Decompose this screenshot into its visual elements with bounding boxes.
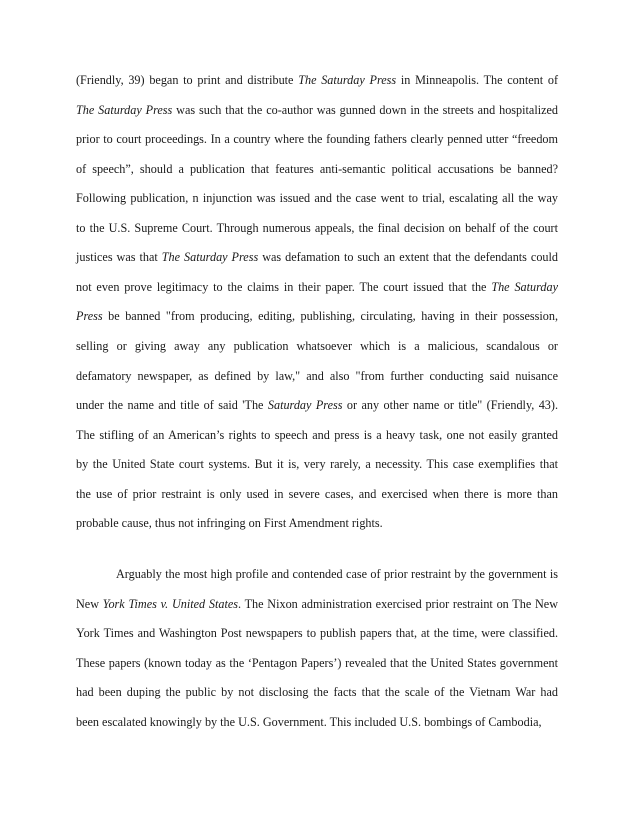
- text-run: These papers (known today as the ‘Pentagon Papers’) revealed that the United States government: [76, 655, 558, 670]
- text-line: [76, 655, 558, 671]
- text-line: [76, 368, 558, 384]
- text-line: [76, 249, 558, 265]
- text-run: Arguably the most high profile and contended case of prior restraint by the government is: [116, 567, 558, 581]
- text-run: of speech”, should a publication that features anti-semantic political accusations be banned?: [76, 161, 558, 176]
- text-line: [76, 220, 558, 236]
- text-line: [76, 131, 558, 147]
- text-line: [76, 427, 558, 443]
- text-run: . The Nixon administration exercised prior restraint on The New: [238, 596, 559, 611]
- italic-title: The Saturday Press: [161, 250, 259, 265]
- text-line: [76, 515, 558, 531]
- text-line: [76, 338, 558, 354]
- text-line: [76, 456, 558, 472]
- text-run: justices was that: [76, 250, 162, 265]
- italic-title: Press: [76, 309, 103, 324]
- text-run: Following publication, n injunction was issued and the case went to trial, escalating all the way: [76, 191, 558, 206]
- italic-title: The Saturday: [491, 279, 558, 294]
- text-line: [76, 596, 558, 612]
- italic-title: The Saturday Press: [298, 73, 397, 87]
- italic-title: Saturday Press: [267, 398, 343, 413]
- text-line: [76, 684, 558, 700]
- text-run: or any other name or title" (Friendly, 43).: [342, 398, 559, 413]
- text-run: under the name and title of said 'The: [76, 398, 268, 413]
- text-run: probable cause, thus not infringing on First Amendment rights.: [76, 516, 383, 531]
- text-line: [76, 625, 558, 641]
- text-run: selling or giving away any publication whatsoever which is a malicious, scandalous or: [76, 338, 558, 353]
- text-line: [76, 714, 558, 730]
- text-line: [76, 190, 558, 206]
- text-run: had been duping the public by not disclosing the facts that the scale of the Vietnam War had: [76, 685, 558, 700]
- italic-title: The Saturday Press: [76, 102, 173, 117]
- text-line: [76, 279, 558, 295]
- text-run: to the U.S. Supreme Court. Through numerous appeals, the final decision on behalf of the court: [76, 220, 558, 235]
- text-run: New: [76, 596, 103, 611]
- italic-title: York Times v. United States: [102, 596, 238, 611]
- text-run: be banned "from producing, editing, publishing, circulating, having in their possession,: [102, 309, 558, 324]
- text-run: was defamation to such an extent that the defendants could: [258, 250, 558, 265]
- text-run: The stifling of an American’s rights to speech and press is a heavy task, one not easily granted: [76, 427, 558, 442]
- text-run: by the United State court systems. But it is, very rarely, a necessity. This case exemplifies that: [76, 457, 558, 472]
- text-line: [76, 72, 558, 88]
- text-line: [76, 308, 558, 324]
- text-line: [76, 161, 558, 177]
- text-line: [76, 397, 558, 413]
- text-run: defamatory newspaper, as defined by law," and also "from further conducting said nuisance: [76, 368, 558, 383]
- text-run: York Times and Washington Post newspapers to publish papers that, at the time, were classified.: [76, 626, 558, 641]
- text-run: in Minneapolis. The content of: [396, 73, 559, 87]
- text-run: the use of prior restraint is only used in severe cases, and exercised when there is more than: [76, 486, 558, 501]
- text-line: [116, 566, 558, 582]
- text-line: [76, 486, 558, 502]
- text-run: (Friendly, 39) began to print and distribute: [76, 73, 299, 87]
- text-run: prior to court proceedings. In a country where the founding fathers clearly penned utter “freedom: [76, 132, 558, 147]
- text-run: been escalated knowingly by the U.S. Government. This included U.S. bombings of Cambodia,: [76, 714, 542, 729]
- text-line: [76, 102, 558, 118]
- text-run: not even prove legitimacy to the claims in their paper. The court issued that the: [76, 279, 492, 294]
- text-run: was such that the co-author was gunned down in the streets and hospitalized: [172, 102, 558, 117]
